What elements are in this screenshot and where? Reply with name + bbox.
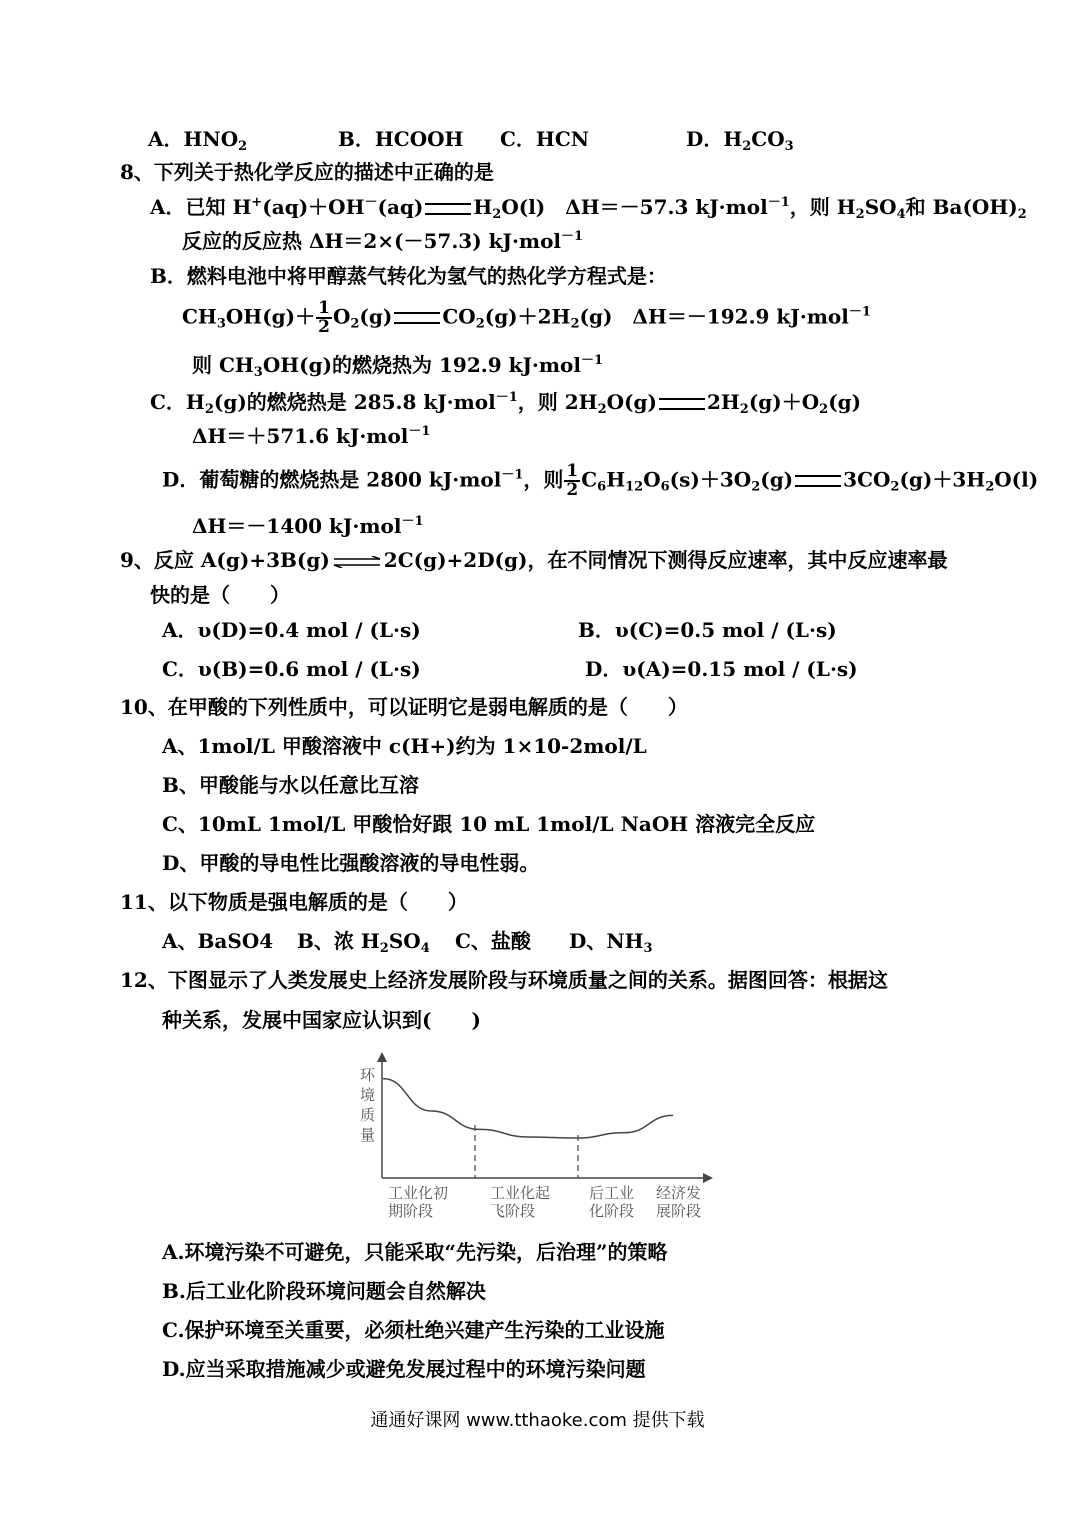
category-1-line1: 工业化初: [388, 1184, 449, 1202]
quality-curve: [383, 1079, 673, 1138]
equals-arrow: [795, 475, 841, 487]
q11-option-d: D、$NH_3$: [569, 929, 653, 956]
q7-option-a: A．$HNO_2$: [148, 127, 248, 154]
fraction-half: $\frac{1}{2}$: [566, 461, 579, 500]
q9-option-c: C．υ(B)=0.6 mol / (L·s): [162, 657, 421, 681]
reversible-arrow-icon: [332, 556, 382, 568]
q8-stem: 8、下列关于热化学反应的描述中正确的是: [120, 160, 494, 184]
category-3-line2: 化阶段: [589, 1202, 635, 1220]
category-2-line1: 工业化起: [490, 1184, 551, 1202]
q8-option-d-line2: ΔH＝－1400 kJ·mol$^{-1}$: [192, 514, 424, 538]
q7-option-d: D．$H_2CO_3$: [686, 127, 794, 154]
category-1-line2: 期阶段: [388, 1202, 434, 1220]
q11-stem: 11、以下物质是强电解质的是（ ）: [120, 890, 468, 914]
equals-arrow: [425, 203, 471, 215]
y-label-char-3: 质: [360, 1106, 376, 1124]
x-axis-arrow-icon: [703, 1173, 713, 1183]
page-footer: 通通好课网 www.tthaoke.com 提供下载: [370, 1410, 705, 1431]
q8-option-b-line3: 则 $CH_3OH(g)$的燃烧热为 192.9 kJ·mol$^{-1}$: [192, 353, 604, 380]
q12-option-b: B.后工业化阶段环境问题会自然解决: [162, 1279, 486, 1303]
q11-option-b: B、浓 $H_2SO_4$: [297, 929, 430, 956]
equals-arrow: [394, 312, 440, 324]
q9-stem-line2: 快的是（ ）: [150, 583, 290, 607]
q10-option-d: D、甲酸的导电性比强酸溶液的导电性弱。: [162, 851, 540, 875]
q11-option-a: A、BaSO4: [162, 929, 274, 953]
q12-stem-line1: 12、下图显示了人类发展史上经济发展阶段与环境质量之间的关系。据图回答：根据这: [120, 968, 888, 992]
q10-stem: 10、在甲酸的下列性质中，可以证明它是弱电解质的是（ ）: [120, 695, 688, 719]
environment-quality-chart: [355, 1050, 725, 1225]
q12-option-d: D.应当采取措施减少或避免发展过程中的环境污染问题: [162, 1357, 646, 1381]
q8-option-c-line2: ΔH＝＋571.6 kJ·mol$^{-1}$: [192, 424, 431, 448]
q8-option-a-line1: A．已知 H+(aq)＋OH－(aq) $H_2O(l)$ ΔH＝－57.3 kJ·mol$^{-1}$，则 $H_2SO_4$和 $Ba(OH)_2$: [150, 195, 1027, 222]
q8-option-b-line1: B．燃料电池中将甲醇蒸气转化为氢气的热化学方程式是：: [150, 264, 667, 288]
q12-option-a: A.环境污染不可避免，只能采取“先污染，后治理”的策略: [162, 1240, 668, 1264]
q9-stem-line1: 9、反应 A(g)+3B(g) 2C(g)+2D(g)，在不同情况下测得反应速率，其中反应速率最: [120, 548, 948, 572]
x-label-line2: 展阶段: [656, 1202, 702, 1220]
q10-option-c: C、10mL 1mol/L 甲酸恰好跟 10 mL 1mol/L NaOH 溶液完全反应: [162, 812, 816, 836]
q11-option-c: C、盐酸: [455, 929, 531, 953]
y-label-char-1: 环: [360, 1066, 376, 1084]
q10-option-b: B、甲酸能与水以任意比互溶: [162, 773, 419, 797]
category-3-line1: 后工业: [589, 1184, 635, 1202]
q8-option-b-equation: $CH_3OH(g)+$ $\frac{1}{2}$ $O_2(g)$ $CO_2(g)+2H_2(g)$ ΔH＝－192.9 kJ·mol$^{-1}$: [182, 298, 871, 337]
y-label-char-4: 量: [360, 1126, 376, 1144]
fraction-half: $\frac{1}{2}$: [318, 298, 330, 337]
q9-option-b: B．υ(C)=0.5 mol / (L·s): [578, 618, 837, 642]
q7-option-c: C．HCN: [500, 127, 590, 151]
equals-arrow: [659, 398, 705, 410]
x-label-line1: 经济发: [656, 1184, 702, 1202]
y-label-char-2: 境: [360, 1086, 376, 1104]
q8-option-c-line1: C．$H_2(g)$的燃烧热是 285.8 kJ·mol$^{-1}$，则 $2H_2O(g)$ $2H_2(g)+O_2(g)$: [150, 390, 862, 417]
q8-option-d-line1: D．葡萄糖的燃烧热是 2800 kJ·mol$^{-1}$，则 $\frac{1}{2}$ $C_6H_{12}O_6(s)+3O_2(g)$ $3CO_2(g)+3H_2O(l)$: [162, 461, 1039, 500]
q8-option-a-line2: 反应的反应热 ΔH＝2×(－57.3) kJ·mol$^{-1}$: [182, 229, 584, 253]
q12-stem-line2: 种关系，发展中国家应认识到( ): [162, 1008, 481, 1032]
q7-option-b: B．HCOOH: [338, 127, 464, 151]
y-axis-arrow-icon: [377, 1052, 387, 1062]
q9-option-a: A．υ(D)=0.4 mol / (L·s): [162, 618, 421, 642]
q10-option-a: A、1mol/L 甲酸溶液中 c(H+)约为 1×10-2mol/L: [162, 734, 647, 758]
category-2-line2: 飞阶段: [490, 1202, 536, 1220]
q9-option-d: D．υ(A)=0.15 mol / (L·s): [585, 657, 858, 681]
q12-option-c: C.保护环境至关重要，必须杜绝兴建产生污染的工业设施: [162, 1318, 665, 1342]
